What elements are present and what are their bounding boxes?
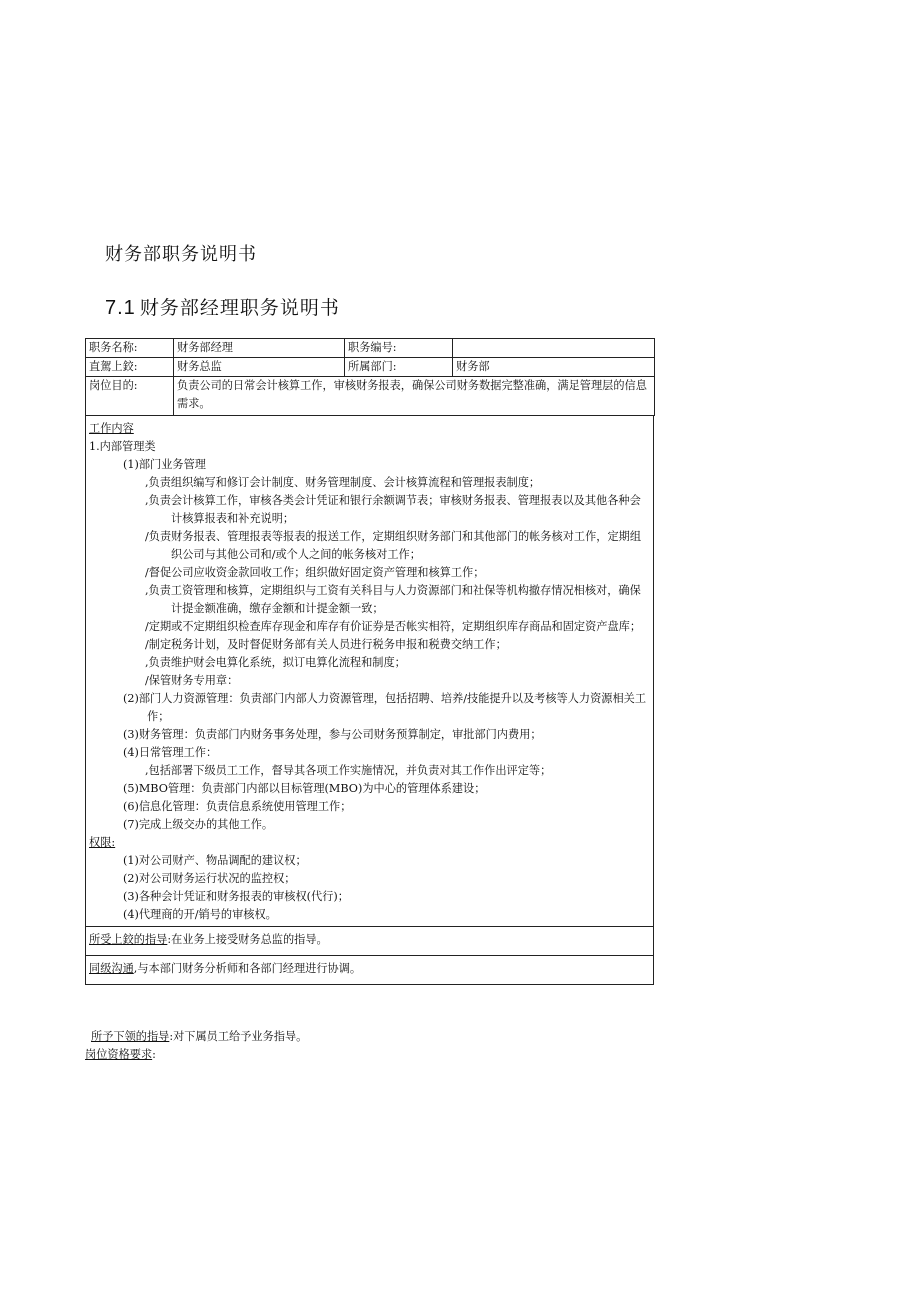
purpose-label: 岗位目的: — [86, 377, 174, 416]
superior-value: 财务总监 — [174, 358, 345, 377]
guidance-to-text: :对下属员工给予业务指导。 — [169, 1030, 308, 1043]
superior-label: 直駕上鉸: — [86, 358, 174, 377]
guidance-to-subordinates — [85, 1028, 307, 1046]
sub-mbo-management: (5)MBO管理：负责部门内部以目标管理(MBO)为中心的管理体系建设； — [123, 782, 486, 795]
list-item: /定期或不定期组织检查库存现金和库存有价证券是否帐实相符，定期组织库存商品和固定资产盘库； — [145, 620, 642, 633]
work-heading: 工作内容 — [89, 422, 134, 435]
sub-dept-business: (1)部门业务管理 — [123, 458, 206, 471]
dept-value: 财务部 — [453, 358, 655, 377]
job-name-label: 职务名称: — [86, 339, 174, 358]
list-item: ,负责维护财会电算化系统，拟订电算化流程和制度； — [145, 656, 406, 669]
sub-finance-management: (3)财务管理：负责部门内财务事务处理，参与公司财务预算制定，审批部门内费用； — [123, 728, 542, 741]
peer-label: 同级沟通 — [89, 962, 134, 975]
table-row — [86, 358, 655, 377]
table-row — [86, 377, 655, 416]
job-name-value: 财务部经理 — [174, 339, 345, 358]
sub-hr-management: (2)部门人力资源管理：负责部门内部人力资源管理，包括招聘、培养/技能提升以及考核等人力资源相关工作； — [123, 692, 647, 723]
peer-communication — [85, 956, 654, 985]
qualification-label: 岗位资格要求 — [85, 1048, 153, 1061]
document-title: 财务部职务说明书 — [105, 244, 257, 265]
job-description-sheet — [85, 338, 654, 985]
authority-item: (4)代理商的开/销号的审核权。 — [123, 908, 277, 921]
qualification-requirements — [85, 1046, 307, 1064]
purpose-value: 负责公司的日常会计核算工作，审核财务报表，确保公司财务数据完整准确，满足管理层的信息需求。 — [174, 377, 655, 416]
authority-item: (3)各种会计凭证和财务报表的审核权(代行)； — [123, 890, 349, 903]
peer-text: ,与本部门财务分析师和各部门经理进行协调。 — [133, 962, 362, 975]
after-table-notes — [85, 1028, 307, 1064]
authority-heading: 权限: — [89, 836, 116, 849]
list-item: /督促公司应收资金款回收工作；组织做好固定资产管理和核算工作； — [145, 566, 485, 579]
list-item: /制定税务计划，及时督促财务部有关人员进行税务申报和税费交纳工作； — [145, 638, 507, 651]
list-item: ,包括部署下级员工工作，督导其各项工作实施情况，并负责对其工作作出评定等； — [145, 764, 552, 777]
sub-info-management: (6)信息化管理：负责信息系统使用管理工作； — [123, 800, 352, 813]
sub-daily-management: (4)日常管理工作： — [123, 746, 218, 759]
section-number: 7.1 — [105, 297, 136, 319]
guidance-from-superior — [85, 927, 654, 956]
table-row — [86, 339, 655, 358]
sub-other-tasks: (7)完成上级交办的其他工作。 — [123, 818, 274, 831]
list-item: ,负责会计核算工作，审核各类会计凭证和银行余额调节表；审核财务报表、管理报表以及其他各种会计核算报表和补充说明； — [145, 494, 641, 525]
category-internal-management: 1.内部管理类 — [89, 440, 156, 453]
section-heading — [105, 293, 340, 320]
guidance-from-label: 所受上鉸的指导 — [89, 933, 168, 946]
qualification-text: : — [152, 1048, 156, 1061]
guidance-from-text: :在业务上接受财务总监的指导。 — [167, 933, 328, 946]
list-item: ,负责组织编写和修订会计制度、财务管理制度、会计核算流程和管理报表制度； — [145, 476, 541, 489]
job-code-label: 职务编号: — [345, 339, 453, 358]
job-code-value — [453, 339, 655, 358]
dept-label: 所属部门: — [345, 358, 453, 377]
section-title: 财务部经理职务说明书 — [139, 297, 340, 319]
guidance-to-label: 所予下领的指导 — [91, 1030, 170, 1043]
list-item: ,负责工资管理和核算，定期组织与工资有关科目与人力资源部门和社保等机构撤存情况相核对，确保计提金额准确，缴存金额和计提金额一致； — [145, 584, 641, 615]
job-info-table — [85, 338, 655, 416]
list-item: /保管财务专用章： — [145, 674, 239, 687]
list-item: /负责财务报表、管理报表等报表的报送工作，定期组织财务部门和其他部门的帐务核对工作，定期组织公司与其他公司和/或个人之间的帐务核对工作； — [145, 530, 642, 561]
authority-item: (2)对公司财务运行状况的监控权； — [123, 872, 296, 885]
work-content-section — [85, 416, 654, 927]
authority-item: (1)对公司财产、物品调配的建议权； — [123, 854, 307, 867]
